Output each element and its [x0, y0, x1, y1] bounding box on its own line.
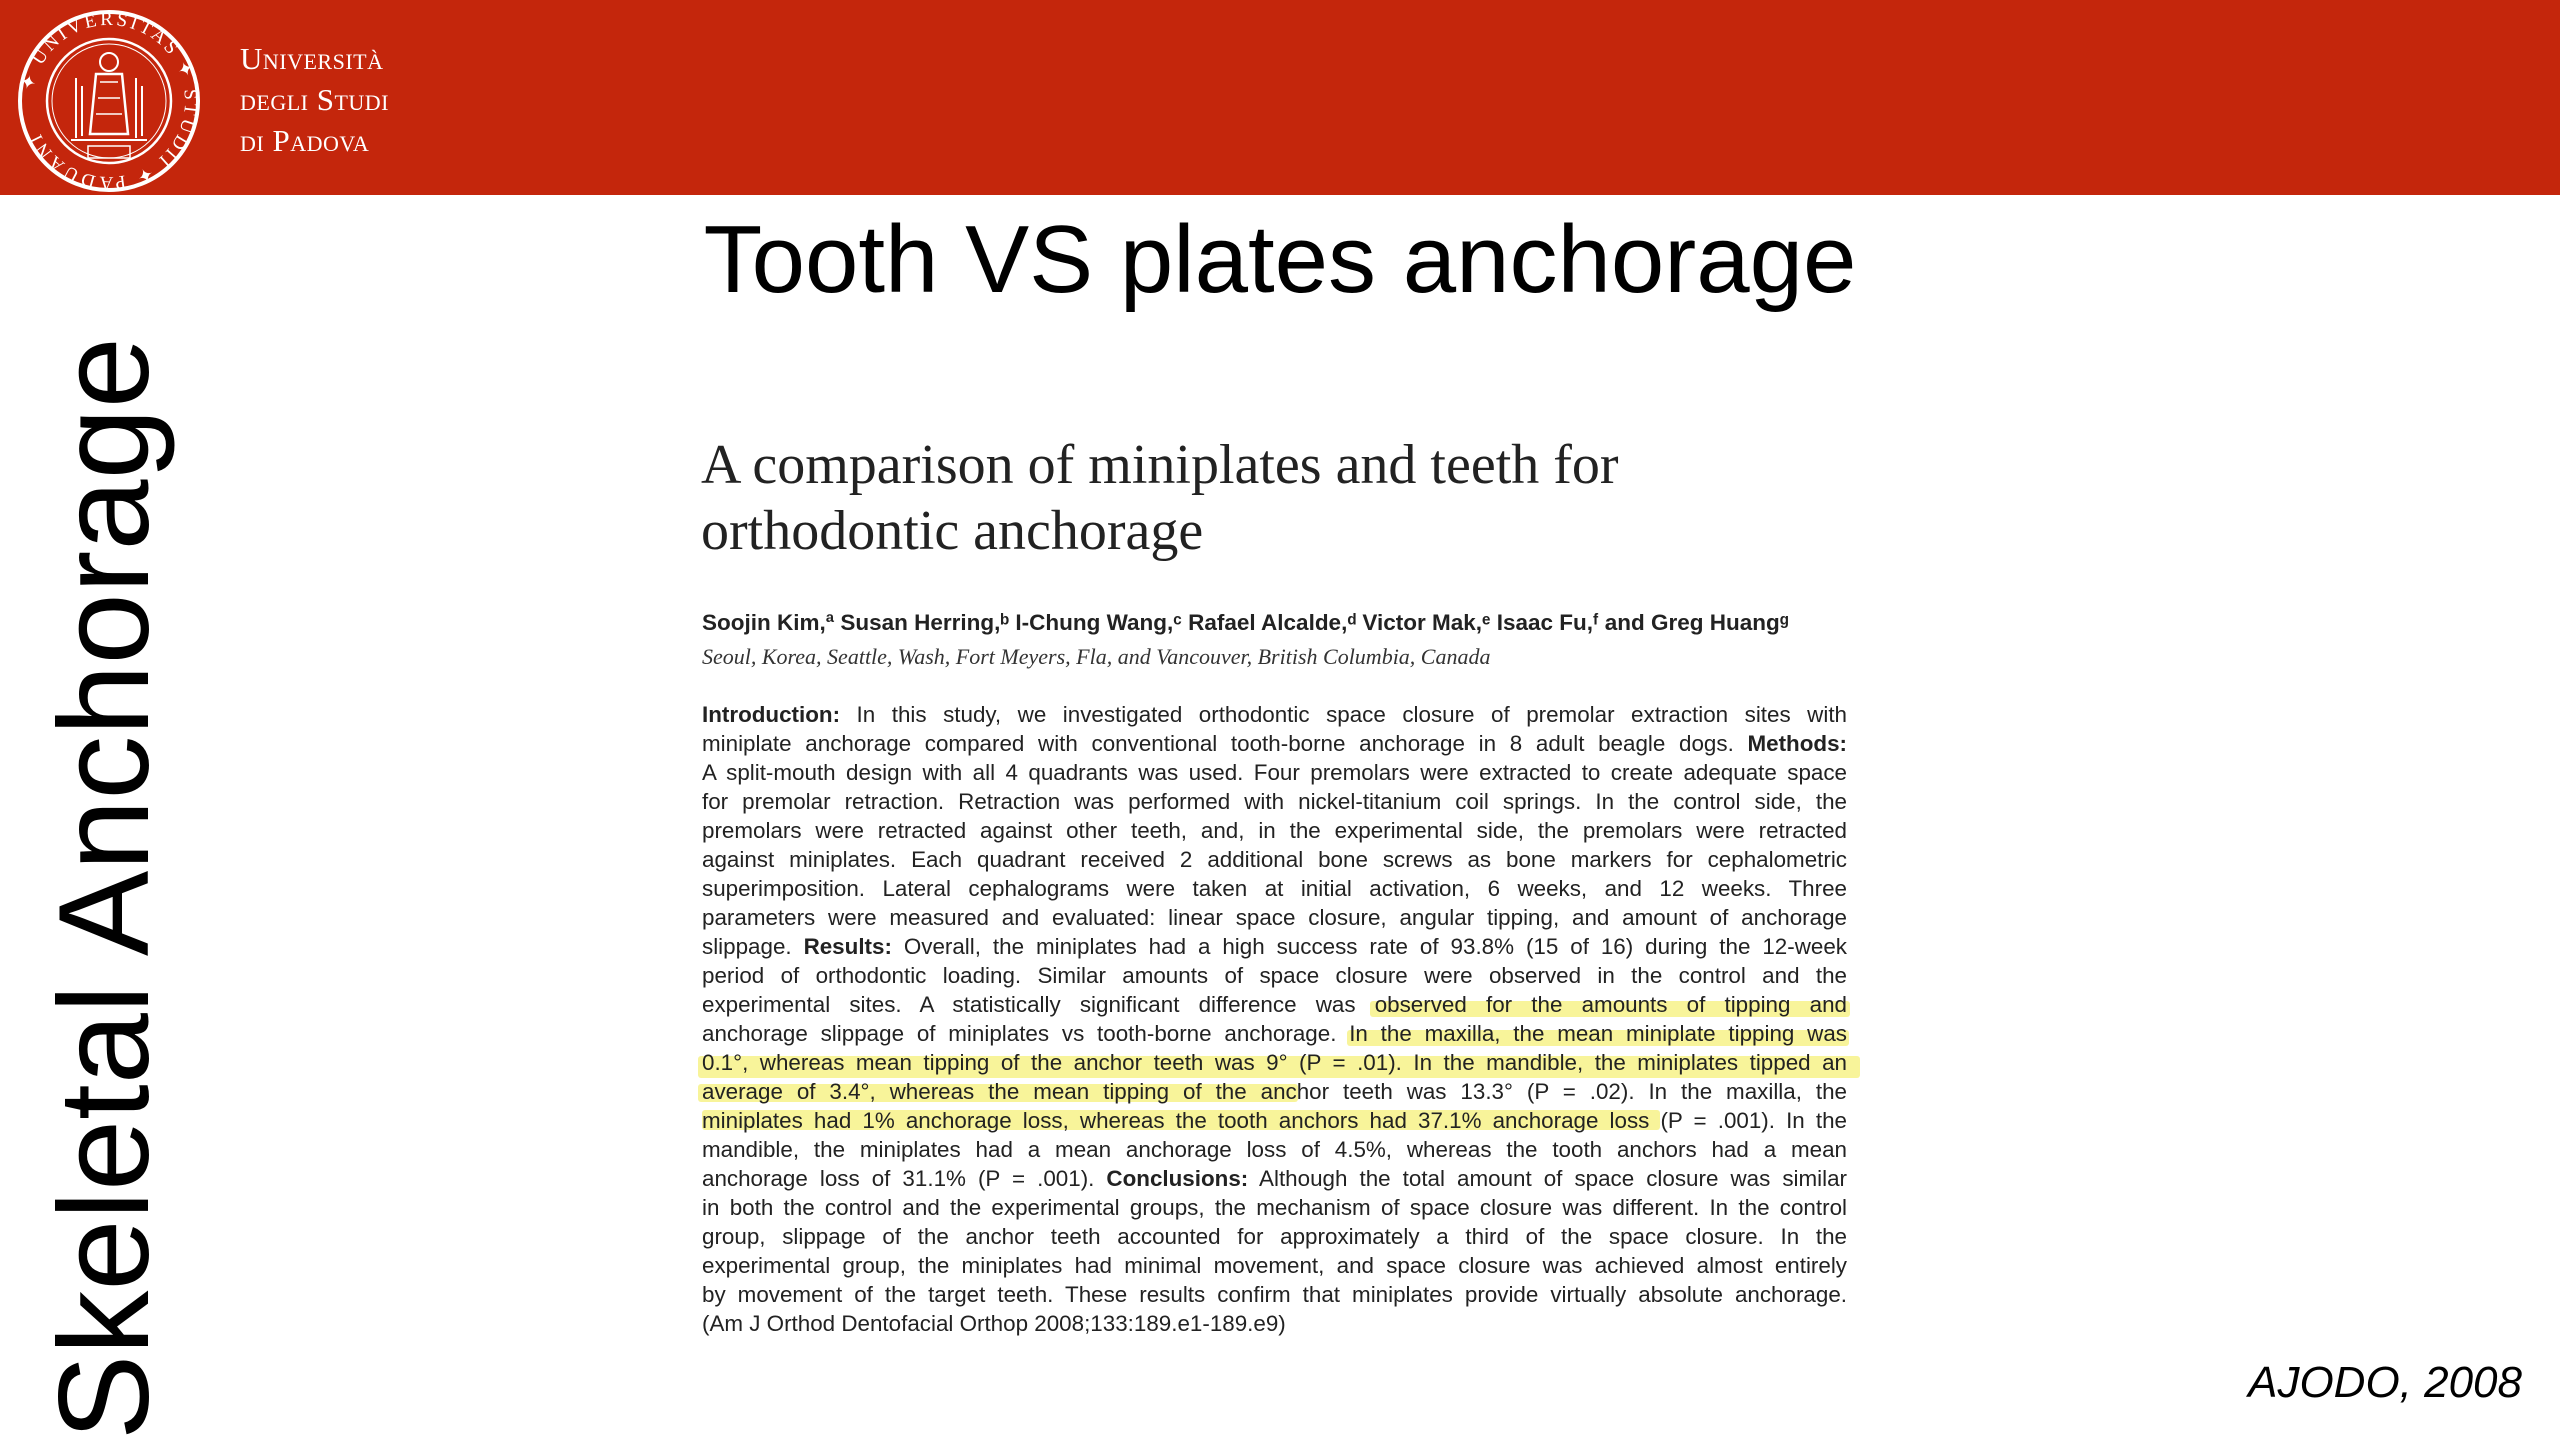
abstract-line: for premolar retraction. Retraction was performed with nickel-titanium coil springs. In the control side, the	[702, 789, 1847, 814]
abstract-line: average of 3.4°, whereas the mean tipping of the anchor teeth was 13.3° (P = .02). In the maxilla, the	[702, 1079, 1847, 1104]
university-name-line-2: degli Studi	[240, 82, 390, 117]
abstract-line: parameters were measured and evaluated: linear space closure, angular tipping, and amount of anchorage	[702, 905, 1847, 930]
abstract-line: Introduction: In this study, we investigated orthodontic space closure of premolar extraction sites with	[702, 702, 1847, 727]
citation: AJODO, 2008	[2248, 1358, 2522, 1407]
svg-text:✦ UNIVERSITAS ✦ STUDII ✦ PADUA: ✦ UNIVERSITAS ✦ STUDII ✦ PADUANI	[17, 8, 202, 194]
abstract-line: against miniplates. Each quadrant received 2 additional bone screws as bone markers for cephalometric	[702, 847, 1847, 872]
abstract-line: slippage. Results: Overall, the miniplates had a high success rate of 93.8% (15 of 16) during the 12-week	[702, 934, 1847, 959]
paper-authors: Soojin Kim,ª Susan Herring,ᵇ I-Chung Wang,ᶜ Rafael Alcalde,ᵈ Victor Mak,ᵉ Isaac Fu,ᶠ and Greg Huangᵍ	[702, 610, 1789, 635]
abstract-line: anchorage slippage of miniplates vs tooth-borne anchorage. In the maxilla, the mean miniplate tipping was	[702, 1021, 1847, 1046]
abstract-line: (Am J Orthod Dentofacial Orthop 2008;133:189.e1-189.e9)	[702, 1311, 1286, 1336]
paper-title-line-1: A comparison of miniplates and teeth for	[701, 434, 1619, 496]
abstract-line: experimental group, the miniplates had minimal movement, and space closure was achieved almost entirely	[702, 1253, 1847, 1278]
abstract-line: mandible, the miniplates had a mean anchorage loss of 4.5%, whereas the tooth anchors had a mean	[702, 1137, 1847, 1162]
abstract-line: group, slippage of the anchor teeth accounted for approximately a third of the space closure. In the	[702, 1224, 1847, 1249]
abstract-line: superimposition. Lateral cephalograms were taken at initial activation, 6 weeks, and 12 weeks. Three	[702, 876, 1847, 901]
university-name-line-1: Università	[240, 41, 384, 76]
paper-abstract	[702, 700, 1847, 1338]
abstract-line: anchorage loss of 31.1% (P = .001). Conclusions: Although the total amount of space closure was similar	[702, 1166, 1847, 1191]
abstract-line: by movement of the target teeth. These results confirm that miniplates provide virtually absolute anchorage.	[702, 1282, 1847, 1307]
side-section-title: Skeletal Anchorage	[33, 337, 176, 1440]
slide-title: Tooth VS plates anchorage	[703, 206, 1857, 313]
abstract-line: period of orthodontic loading. Similar amounts of space closure were observed in the control and the	[702, 963, 1847, 988]
abstract-line: miniplate anchorage compared with conventional tooth-borne anchorage in 8 adult beagle dogs. Methods:	[702, 731, 1847, 756]
university-name	[240, 38, 389, 161]
university-name-line-3: di Padova	[240, 123, 370, 158]
abstract-line: A split-mouth design with all 4 quadrants was used. Four premolars were extracted to create adequate space	[702, 760, 1847, 785]
abstract-line: premolars were retracted against other teeth, and, in the experimental side, the premolars were retracted	[702, 818, 1847, 843]
header-bar	[0, 0, 2560, 195]
paper-affiliation: Seoul, Korea, Seattle, Wash, Fort Meyers, Fla, and Vancouver, British Columbia, Canada	[702, 644, 1491, 669]
abstract-line: miniplates had 1% anchorage loss, whereas the tooth anchors had 37.1% anchorage loss (P = .001). In the	[702, 1108, 1847, 1133]
paper-title-line-2: orthodontic anchorage	[701, 500, 1204, 562]
university-seal-logo	[16, 8, 202, 194]
abstract-line: 0.1°, whereas mean tipping of the anchor teeth was 9° (P = .01). In the mandible, the miniplates tipped an	[702, 1050, 1847, 1075]
abstract-line: experimental sites. A statistically significant difference was observed for the amounts of tipping and	[702, 992, 1847, 1017]
abstract-line: in both the control and the experimental groups, the mechanism of space closure was different. In the control	[702, 1195, 1847, 1220]
paper-title	[701, 432, 1881, 564]
